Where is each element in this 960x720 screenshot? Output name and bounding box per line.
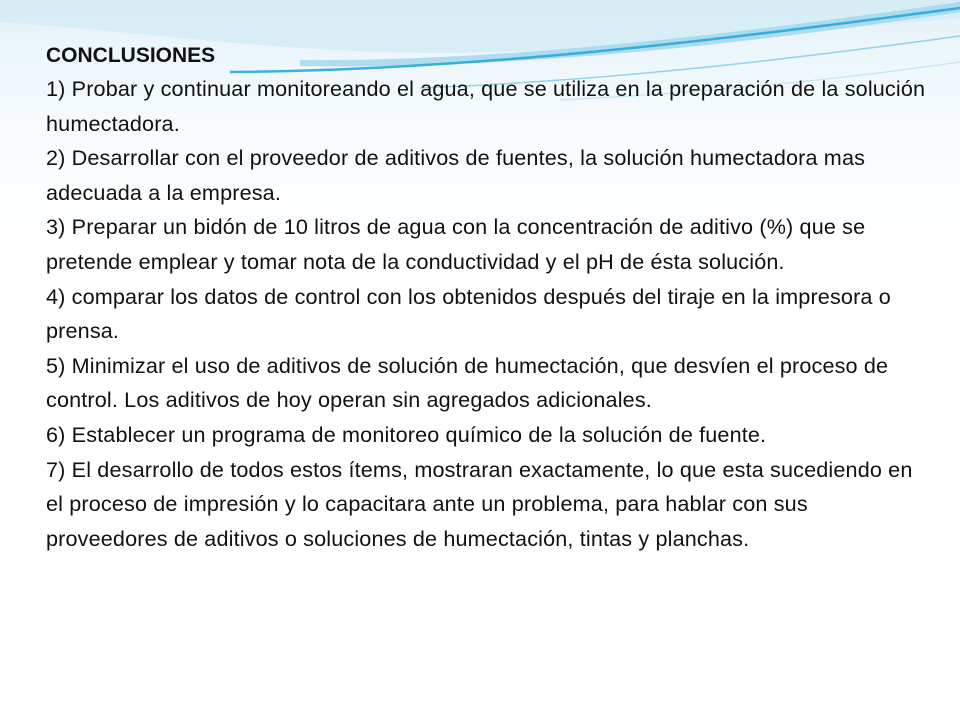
conclusion-item-1: 1) Probar y continuar monitoreando el agua, que se utiliza en la preparación de la solución humectadora. — [46, 76, 926, 136]
conclusion-item-2: 2) Desarrollar con el proveedor de aditivos de fuentes, la solución humectadora mas adecuada a la empresa. — [46, 145, 866, 205]
conclusion-item-7: 7) El desarrollo de todos estos ítems, mostraran exactamente, lo que esta sucediendo en el proceso de impresión y lo capacitara ante un problema, para hablar con sus proveedores de aditivos o soluciones de humectación, tintas y planchas. — [46, 456, 913, 551]
conclusion-item-5: 5) Minimizar el uso de aditivos de solución de humectación, que desvíen el proceso de control. Los aditivos de hoy operan sin agregados adicionales. — [46, 352, 889, 413]
conclusion-item-6: 6) Establecer un programa de monitoreo químico de la solución de fuente. — [46, 421, 767, 447]
slide-title: CONCLUSIONES — [46, 44, 216, 67]
conclusion-item-4: 4) comparar los datos de control con los obtenidos después del tiraje en la impresora o prensa. — [46, 283, 891, 344]
conclusion-item-3: 3) Preparar un bidón de 10 litros de agua con la concentración de aditivo (%) que se pretende emplear y tomar nota de la conductividad y el pH de ésta solución. — [46, 214, 866, 274]
slide-content — [46, 40, 926, 556]
conclusions-list — [46, 72, 926, 556]
